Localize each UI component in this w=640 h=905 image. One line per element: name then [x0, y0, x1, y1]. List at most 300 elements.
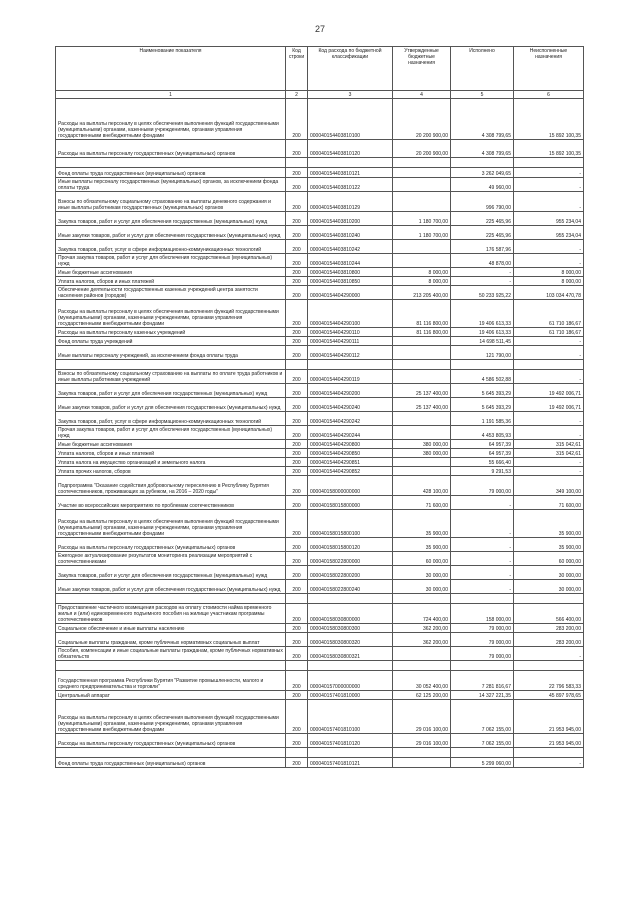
row-approved: 81 116 800,00 [393, 328, 451, 337]
row-line-code: 200 [286, 384, 308, 398]
row-name: Пособия, компенсации и иные социальные выплаты гражданам, кроме публичных нормативных обязательств [56, 647, 286, 661]
row-approved: 71 600,00 [393, 496, 451, 510]
column-number: 1 [56, 91, 286, 99]
row-line-code: 200 [286, 552, 308, 566]
row-approved: 1 180 700,00 [393, 226, 451, 240]
table-row [56, 346, 584, 360]
row-name: Подпрограмма "Оказание содействия добровольному переселению в Республику Бурятия соотечественников, проживающих за рубежом, на 2016 – 2020 годы" [56, 476, 286, 496]
row-approved: 81 116 800,00 [393, 300, 451, 328]
table-row [56, 496, 584, 510]
row-executed: 3 262 049,65 [451, 168, 514, 178]
row-kbk: 000040157401810100 [308, 700, 393, 734]
row-line-code: 200 [286, 476, 308, 496]
row-remaining: 21 953 945,00 [514, 734, 584, 748]
row-approved: 25 137 400,00 [393, 398, 451, 412]
header-approved: Утвержденные бюджетные назначения [393, 47, 451, 91]
row-approved: 25 137 400,00 [393, 384, 451, 398]
empty-cell [393, 748, 451, 758]
row-line-code: 200 [286, 412, 308, 426]
row-executed: 5 645 393,29 [451, 398, 514, 412]
row-name: Иные бюджетные ассигнования [56, 440, 286, 449]
row-kbk: 000040154404290000 [308, 286, 393, 300]
row-remaining: - [514, 647, 584, 661]
row-remaining: 315 042,61 [514, 449, 584, 458]
empty-cell [451, 158, 514, 168]
row-executed: 4 586 502,88 [451, 370, 514, 384]
row-approved: 1 180 700,00 [393, 212, 451, 226]
row-name: Расходы на выплаты персоналу в целях обеспечения выполнения функций государственными (муниципальными) органами, казенными учреждениями, органами управления государственными внебюджетными фондами [56, 99, 286, 140]
empty-cell [393, 661, 451, 671]
row-approved: 380 000,00 [393, 449, 451, 458]
empty-cell [56, 360, 286, 370]
row-line-code: 200 [286, 300, 308, 328]
row-kbk: 000040158000000000 [308, 476, 393, 496]
table-row [56, 300, 584, 328]
row-executed: 14 698 511,45 [451, 337, 514, 346]
table-row [56, 671, 584, 691]
row-name: Расходы на выплаты персоналу государственных (муниципальных) органов [56, 140, 286, 158]
table-row [56, 449, 584, 458]
row-approved [393, 337, 451, 346]
row-kbk: 000040154403810240 [308, 226, 393, 240]
row-executed: 7 062 155,00 [451, 700, 514, 734]
row-line-code: 200 [286, 467, 308, 476]
row-executed: 5 645 393,29 [451, 384, 514, 398]
row-name: Иные выплаты персоналу учреждений, за исключением фонда оплаты труда [56, 346, 286, 360]
empty-cell [308, 748, 393, 758]
row-executed: 225 465,96 [451, 212, 514, 226]
row-line-code: 200 [286, 277, 308, 286]
row-line-code: 200 [286, 426, 308, 440]
row-kbk: 000040154403810100 [308, 99, 393, 140]
table-row [56, 168, 584, 178]
row-kbk: 000040154403810242 [308, 240, 393, 254]
row-kbk: 000040154404290242 [308, 412, 393, 426]
empty-cell [56, 158, 286, 168]
row-approved [393, 240, 451, 254]
table-row [56, 277, 584, 286]
row-executed: - [451, 268, 514, 277]
empty-cell [56, 748, 286, 758]
row-remaining: - [514, 168, 584, 178]
table-row [56, 580, 584, 594]
row-kbk: 000040158030800300 [308, 624, 393, 633]
row-remaining: 283 200,00 [514, 633, 584, 647]
empty-cell [286, 748, 308, 758]
table-row [56, 476, 584, 496]
page-number: 27 [314, 24, 325, 34]
row-kbk: 000040154404290110 [308, 328, 393, 337]
row-approved: 362 200,00 [393, 633, 451, 647]
row-line-code: 200 [286, 566, 308, 580]
row-approved: 30 052 400,00 [393, 671, 451, 691]
row-name: Расходы на выплаты персоналу в целях обеспечения выполнения функций государственными (муниципальными) органами, казенными учреждениями, органами управления государственными внебюджетными фондами [56, 300, 286, 328]
table-row [56, 268, 584, 277]
row-line-code: 200 [286, 178, 308, 192]
row-remaining: 35 900,00 [514, 510, 584, 538]
row-executed: - [451, 552, 514, 566]
row-remaining: - [514, 178, 584, 192]
row-executed: 4 308 799,65 [451, 99, 514, 140]
empty-cell [286, 661, 308, 671]
row-approved: 213 205 400,00 [393, 286, 451, 300]
table-row [56, 604, 584, 624]
column-number: 2 [286, 91, 308, 99]
row-name: Закупка товаров, работ и услуг для обеспечения государственных (муниципальных) нужд [56, 212, 286, 226]
row-approved [393, 168, 451, 178]
row-kbk: 000040158030800321 [308, 647, 393, 661]
row-executed: 158 000,00 [451, 604, 514, 624]
table-row [56, 624, 584, 633]
row-kbk: 000040154403810244 [308, 254, 393, 268]
row-remaining: - [514, 192, 584, 212]
row-line-code: 200 [286, 538, 308, 552]
column-number: 6 [514, 91, 584, 99]
row-kbk: 000040154404290851 [308, 458, 393, 467]
spacer-row [56, 158, 584, 168]
empty-cell [308, 360, 393, 370]
table-row [56, 691, 584, 700]
row-kbk: 000040154403810129 [308, 192, 393, 212]
row-kbk: 000040158022800240 [308, 580, 393, 594]
header-kbk: Код расхода по бюджетной классификации [308, 47, 393, 91]
empty-cell [56, 594, 286, 604]
row-approved [393, 346, 451, 360]
row-remaining: - [514, 240, 584, 254]
row-executed: 49 960,00 [451, 178, 514, 192]
row-executed: 79 000,00 [451, 647, 514, 661]
row-kbk: 000040154403810850 [308, 277, 393, 286]
row-line-code: 200 [286, 254, 308, 268]
row-name: Уплата налогов, сборов и иных платежей [56, 449, 286, 458]
row-line-code: 200 [286, 624, 308, 633]
row-remaining: 103 034 470,78 [514, 286, 584, 300]
row-remaining: - [514, 426, 584, 440]
row-remaining: 30 000,00 [514, 566, 584, 580]
empty-cell [286, 158, 308, 168]
row-approved: 8 000,00 [393, 268, 451, 277]
row-approved [393, 412, 451, 426]
row-line-code: 200 [286, 398, 308, 412]
row-remaining: 349 100,00 [514, 476, 584, 496]
table-row [56, 226, 584, 240]
table-row [56, 192, 584, 212]
row-executed: 48 878,00 [451, 254, 514, 268]
table-row [56, 538, 584, 552]
row-remaining: 21 953 945,00 [514, 700, 584, 734]
row-remaining: 15 892 100,35 [514, 140, 584, 158]
row-executed: - [451, 580, 514, 594]
row-executed: 19 406 613,33 [451, 328, 514, 337]
row-line-code: 200 [286, 449, 308, 458]
row-remaining: - [514, 370, 584, 384]
row-executed: 121 790,00 [451, 346, 514, 360]
row-name: Иные бюджетные ассигнования [56, 268, 286, 277]
table-row [56, 412, 584, 426]
row-approved [393, 647, 451, 661]
empty-cell [514, 360, 584, 370]
row-remaining: 61 710 186,67 [514, 300, 584, 328]
header-executed: Исполнено [451, 47, 514, 91]
row-approved [393, 458, 451, 467]
row-line-code: 200 [286, 226, 308, 240]
row-name: Социальное обеспечение и иные выплаты населению [56, 624, 286, 633]
row-remaining: 45 897 978,65 [514, 691, 584, 700]
row-remaining: - [514, 412, 584, 426]
budget-report-table [55, 46, 584, 768]
empty-cell [393, 360, 451, 370]
table-row [56, 426, 584, 440]
column-number: 3 [308, 91, 393, 99]
row-approved: 35 900,00 [393, 510, 451, 538]
row-name: Расходы на выплаты персоналу государственных (муниципальных) органов [56, 538, 286, 552]
empty-cell [393, 594, 451, 604]
table-row [56, 328, 584, 337]
table-body [56, 99, 584, 768]
row-name: Взносы по обязательному социальному страхованию на выплаты денежного содержания и иные выплаты работникам государственных (муниципальных) органов [56, 192, 286, 212]
table-row [56, 510, 584, 538]
row-kbk: 000040154403810120 [308, 140, 393, 158]
row-line-code: 200 [286, 604, 308, 624]
row-executed: 996 790,00 [451, 192, 514, 212]
row-approved: 29 016 100,00 [393, 734, 451, 748]
row-name: Прочая закупка товаров, работ и услуг для обеспечения государственных (муниципальных) нужд [56, 426, 286, 440]
row-executed: - [451, 277, 514, 286]
row-remaining: 30 000,00 [514, 580, 584, 594]
row-name: Закупка товаров, работ, услуг в сфере информационно-коммуникационных технологий [56, 412, 286, 426]
row-name: Расходы на выплаты персоналу в целях обеспечения выполнения функций государственными (муниципальными) органами, казенными учреждениями, органами управления государственными внебюджетными фондами [56, 510, 286, 538]
row-executed: 79 000,00 [451, 476, 514, 496]
row-kbk: 000040158015800120 [308, 538, 393, 552]
row-kbk: 000040157401810120 [308, 734, 393, 748]
row-executed: 79 000,00 [451, 624, 514, 633]
row-executed: 1 191 585,36 [451, 412, 514, 426]
row-remaining: 71 600,00 [514, 496, 584, 510]
row-approved [393, 192, 451, 212]
empty-cell [514, 661, 584, 671]
row-executed: 9 291,53 [451, 467, 514, 476]
row-line-code: 200 [286, 240, 308, 254]
row-line-code: 200 [286, 99, 308, 140]
spacer-row [56, 594, 584, 604]
row-approved: 30 000,00 [393, 580, 451, 594]
row-kbk: 000040157000000000 [308, 671, 393, 691]
row-approved [393, 467, 451, 476]
empty-cell [451, 360, 514, 370]
row-approved: 20 200 900,00 [393, 99, 451, 140]
table-row [56, 758, 584, 768]
row-name: Обеспечение деятельности государственных казенных учреждений центра занятости населения районов (городов) [56, 286, 286, 300]
row-line-code: 200 [286, 580, 308, 594]
row-remaining: 8 000,00 [514, 277, 584, 286]
row-name: Центральный аппарат [56, 691, 286, 700]
row-name: Социальные выплаты гражданам, кроме публичных нормативных социальных выплат [56, 633, 286, 647]
row-executed: 64 957,39 [451, 440, 514, 449]
row-remaining: 19 492 006,71 [514, 384, 584, 398]
table-row [56, 240, 584, 254]
row-line-code: 200 [286, 346, 308, 360]
row-executed: - [451, 496, 514, 510]
row-name: Закупка товаров, работ, услуг в сфере информационно-коммуникационных технологий [56, 240, 286, 254]
row-executed: - [451, 538, 514, 552]
row-name: Уплата налогов, сборов и иных платежей [56, 277, 286, 286]
empty-cell [514, 748, 584, 758]
row-name: Прочая закупка товаров, работ и услуг для обеспечения государственных (муниципальных) нужд [56, 254, 286, 268]
row-kbk: 000040157401810000 [308, 691, 393, 700]
empty-cell [451, 748, 514, 758]
table-row [56, 384, 584, 398]
row-remaining: 955 234,04 [514, 212, 584, 226]
empty-cell [451, 661, 514, 671]
row-name: Фонд оплаты труда учреждений [56, 337, 286, 346]
row-name: Закупка товаров, работ и услуг для обеспечения государственных (муниципальных) нужд [56, 384, 286, 398]
row-executed: - [451, 510, 514, 538]
row-kbk: 000040154404290111 [308, 337, 393, 346]
table-row [56, 178, 584, 192]
row-name: Иные закупки товаров, работ и услуг для обеспечения государственных (муниципальных) нужд [56, 398, 286, 412]
table-row [56, 99, 584, 140]
row-kbk: 000040158030800320 [308, 633, 393, 647]
column-number: 4 [393, 91, 451, 99]
row-line-code: 200 [286, 496, 308, 510]
table-row [56, 734, 584, 748]
row-executed: 50 233 925,22 [451, 286, 514, 300]
row-line-code: 200 [286, 440, 308, 449]
row-name: Ежегодное актуализирование результатов мониторинга реализации мероприятий с соотечественниками [56, 552, 286, 566]
row-name: Уплата прочих налогов, сборов [56, 467, 286, 476]
empty-cell [286, 360, 308, 370]
row-kbk: 000040154404290119 [308, 370, 393, 384]
row-executed: 225 465,96 [451, 226, 514, 240]
row-name: Иные закупки товаров, работ и услуг для обеспечения государственных (муниципальных) нужд [56, 226, 286, 240]
row-executed: 19 406 613,33 [451, 300, 514, 328]
spacer-row [56, 360, 584, 370]
row-remaining: 955 234,04 [514, 226, 584, 240]
row-kbk: 000040158022800000 [308, 552, 393, 566]
row-line-code: 200 [286, 691, 308, 700]
row-approved: 428 100,00 [393, 476, 451, 496]
row-kbk: 000040154404290240 [308, 398, 393, 412]
row-remaining: 60 000,00 [514, 552, 584, 566]
row-name: Расходы на выплаты персоналу в целях обеспечения выполнения функций государственными (муниципальными) органами, казенными учреждениями, органами управления государственными внебюджетными фондами [56, 700, 286, 734]
row-line-code: 200 [286, 633, 308, 647]
table-row [56, 140, 584, 158]
row-approved [393, 370, 451, 384]
row-remaining: 35 900,00 [514, 538, 584, 552]
row-executed: 7 281 816,67 [451, 671, 514, 691]
spacer-row [56, 661, 584, 671]
row-name: Расходы на выплаты персоналу казенных учреждений [56, 328, 286, 337]
row-approved [393, 254, 451, 268]
row-line-code: 200 [286, 700, 308, 734]
row-line-code: 200 [286, 286, 308, 300]
row-line-code: 200 [286, 734, 308, 748]
row-approved [393, 178, 451, 192]
row-name: Фонд оплаты труда государственных (муниципальных) органов [56, 168, 286, 178]
row-remaining: - [514, 458, 584, 467]
empty-cell [514, 594, 584, 604]
row-approved: 62 125 200,00 [393, 691, 451, 700]
row-name: Фонд оплаты труда государственных (муниципальных) органов [56, 758, 286, 768]
row-approved: 20 200 900,00 [393, 140, 451, 158]
table-row [56, 337, 584, 346]
row-name: Иные выплаты персоналу государственных (муниципальных) органов, за исключением фонда оплаты труда [56, 178, 286, 192]
table-row [56, 633, 584, 647]
row-line-code: 200 [286, 671, 308, 691]
empty-cell [393, 158, 451, 168]
row-remaining: - [514, 467, 584, 476]
row-line-code: 200 [286, 212, 308, 226]
row-approved: 724 400,00 [393, 604, 451, 624]
header-line-code: Код строки [286, 47, 308, 91]
row-kbk: 000040154403810200 [308, 212, 393, 226]
row-executed: 5 299 060,00 [451, 758, 514, 768]
table-row [56, 440, 584, 449]
row-approved: 60 000,00 [393, 552, 451, 566]
row-kbk: 000040154404290800 [308, 440, 393, 449]
table-row [56, 467, 584, 476]
table-header [56, 47, 584, 99]
row-name: Уплата налога на имущество организаций и земельного налога [56, 458, 286, 467]
row-remaining: - [514, 758, 584, 768]
row-executed: 4 453 805,93 [451, 426, 514, 440]
empty-cell [286, 594, 308, 604]
row-kbk: 000040154404290852 [308, 467, 393, 476]
row-name: Государственная программа Республики Бурятия "Развитие промышленности, малого и среднего предпринимательства и торговли" [56, 671, 286, 691]
row-name: Взносы по обязательному социальному страхованию на выплаты по оплате труда работников и иные выплаты работникам учреждений [56, 370, 286, 384]
row-name: Закупка товаров, работ и услуг для обеспечения государственных (муниципальных) нужд [56, 566, 286, 580]
row-remaining: 61 710 186,67 [514, 328, 584, 337]
empty-cell [451, 594, 514, 604]
row-line-code: 200 [286, 268, 308, 277]
row-executed: 14 327 221,35 [451, 691, 514, 700]
table-row [56, 212, 584, 226]
row-remaining: 283 200,00 [514, 624, 584, 633]
row-remaining: - [514, 337, 584, 346]
row-line-code: 200 [286, 458, 308, 467]
empty-cell [514, 158, 584, 168]
table-row [56, 552, 584, 566]
row-line-code: 200 [286, 140, 308, 158]
row-line-code: 200 [286, 168, 308, 178]
row-approved: 35 900,00 [393, 538, 451, 552]
row-kbk: 000040157401810121 [308, 758, 393, 768]
empty-cell [308, 594, 393, 604]
row-remaining: 566 400,00 [514, 604, 584, 624]
row-line-code: 200 [286, 370, 308, 384]
table-row [56, 254, 584, 268]
row-approved: 380 000,00 [393, 440, 451, 449]
table-row [56, 398, 584, 412]
row-kbk: 000040154403810122 [308, 178, 393, 192]
table-row [56, 458, 584, 467]
row-executed: 64 957,39 [451, 449, 514, 458]
header-remaining: Неисполненные назначения [514, 47, 584, 91]
column-number-row [56, 91, 584, 99]
row-kbk: 000040154404290200 [308, 384, 393, 398]
spacer-row [56, 748, 584, 758]
table-row [56, 286, 584, 300]
row-name: Расходы на выплаты персоналу государственных (муниципальных) органов [56, 734, 286, 748]
row-line-code: 200 [286, 647, 308, 661]
row-line-code: 200 [286, 510, 308, 538]
row-approved: 362 200,00 [393, 624, 451, 633]
row-executed: 176 587,96 [451, 240, 514, 254]
row-line-code: 200 [286, 758, 308, 768]
empty-cell [56, 661, 286, 671]
row-kbk: 000040158030800000 [308, 604, 393, 624]
row-executed: 79 000,00 [451, 633, 514, 647]
